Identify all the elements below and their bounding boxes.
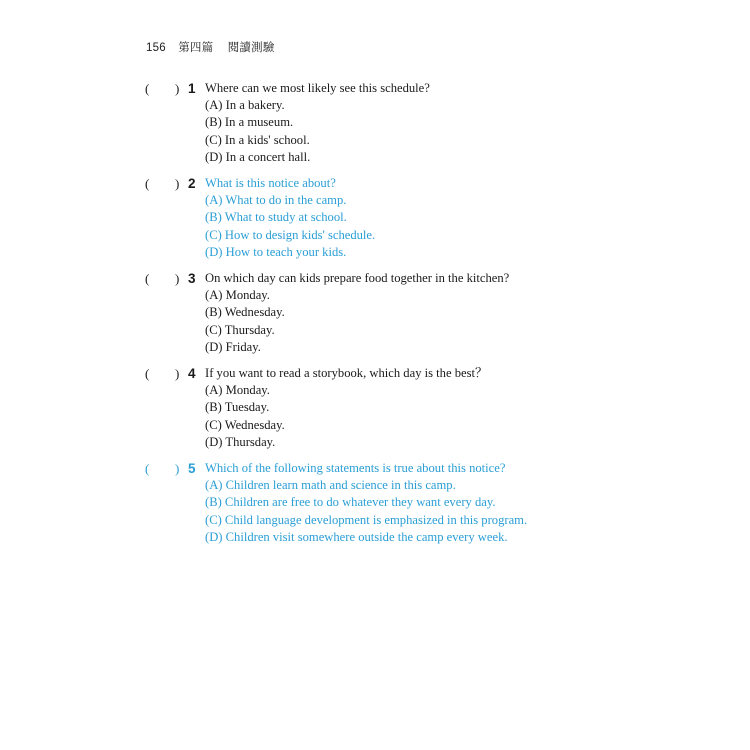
- page-header: [146, 39, 275, 55]
- question-number: 1: [188, 81, 196, 96]
- question-stem: If you want to read a storybook, which day is the best？: [205, 366, 488, 381]
- option-c: (C) Thursday.: [205, 322, 275, 337]
- option-a: (A) Children learn math and science in this camp.: [205, 478, 456, 493]
- option-d: (D) How to teach your kids.: [205, 244, 347, 259]
- question-number: 4: [188, 366, 196, 382]
- question-1: [145, 80, 565, 166]
- option-d: (D) In a concert hall.: [205, 149, 311, 164]
- answer-blank-close: ): [175, 366, 180, 382]
- answer-blank-close: ): [175, 176, 180, 192]
- question-list: [145, 80, 565, 555]
- option-c: (C) Child language development is emphasized in this program.: [205, 512, 528, 527]
- option-c: (C) How to design kids' schedule.: [205, 227, 376, 242]
- section-label: 第四篇: [178, 42, 214, 54]
- answer-blank-close: ): [175, 81, 180, 96]
- question-stem: On which day can kids prepare food together in the kitchen?: [205, 271, 510, 286]
- question-4: [145, 365, 565, 451]
- option-d: (D) Friday.: [205, 339, 261, 354]
- answer-blank-close: ): [175, 461, 180, 477]
- option-a: (A) Monday.: [205, 288, 270, 303]
- option-c: (C) In a kids' school.: [205, 132, 310, 147]
- section-title: 閱讀測驗: [227, 42, 275, 54]
- option-b: (B) What to study at school.: [205, 210, 347, 225]
- question-stem: Where can we most likely see this schedule?: [205, 81, 430, 95]
- question-stem: What is this notice about?: [205, 176, 336, 191]
- question-3: [145, 270, 565, 356]
- option-d: (D) Children visit somewhere outside the camp every week.: [205, 529, 508, 544]
- option-a: (A) What to do in the camp.: [205, 193, 347, 208]
- question-stem: Which of the following statements is true about this notice?: [205, 461, 506, 476]
- answer-blank-close: ): [175, 271, 180, 287]
- answer-blank-open: (: [145, 81, 150, 96]
- answer-blank-open: (: [145, 366, 150, 382]
- option-d: (D) Thursday.: [205, 434, 276, 449]
- question-5: [145, 460, 565, 546]
- answer-blank-open: (: [145, 271, 150, 287]
- option-b: (B) Tuesday.: [205, 400, 270, 415]
- question-number: 2: [188, 176, 196, 192]
- page-number: 156: [146, 42, 166, 54]
- option-a: (A) In a bakery.: [205, 98, 285, 113]
- option-a: (A) Monday.: [205, 383, 270, 398]
- answer-blank-open: (: [145, 461, 150, 477]
- option-b: (B) In a museum.: [205, 115, 294, 130]
- option-b: (B) Wednesday.: [205, 305, 285, 320]
- question-2: [145, 175, 565, 261]
- option-b: (B) Children are free to do whatever they want every day.: [205, 495, 496, 510]
- question-number: 5: [188, 461, 196, 477]
- answer-blank-open: (: [145, 176, 150, 192]
- question-number: 3: [188, 271, 196, 287]
- option-c: (C) Wednesday.: [205, 417, 285, 432]
